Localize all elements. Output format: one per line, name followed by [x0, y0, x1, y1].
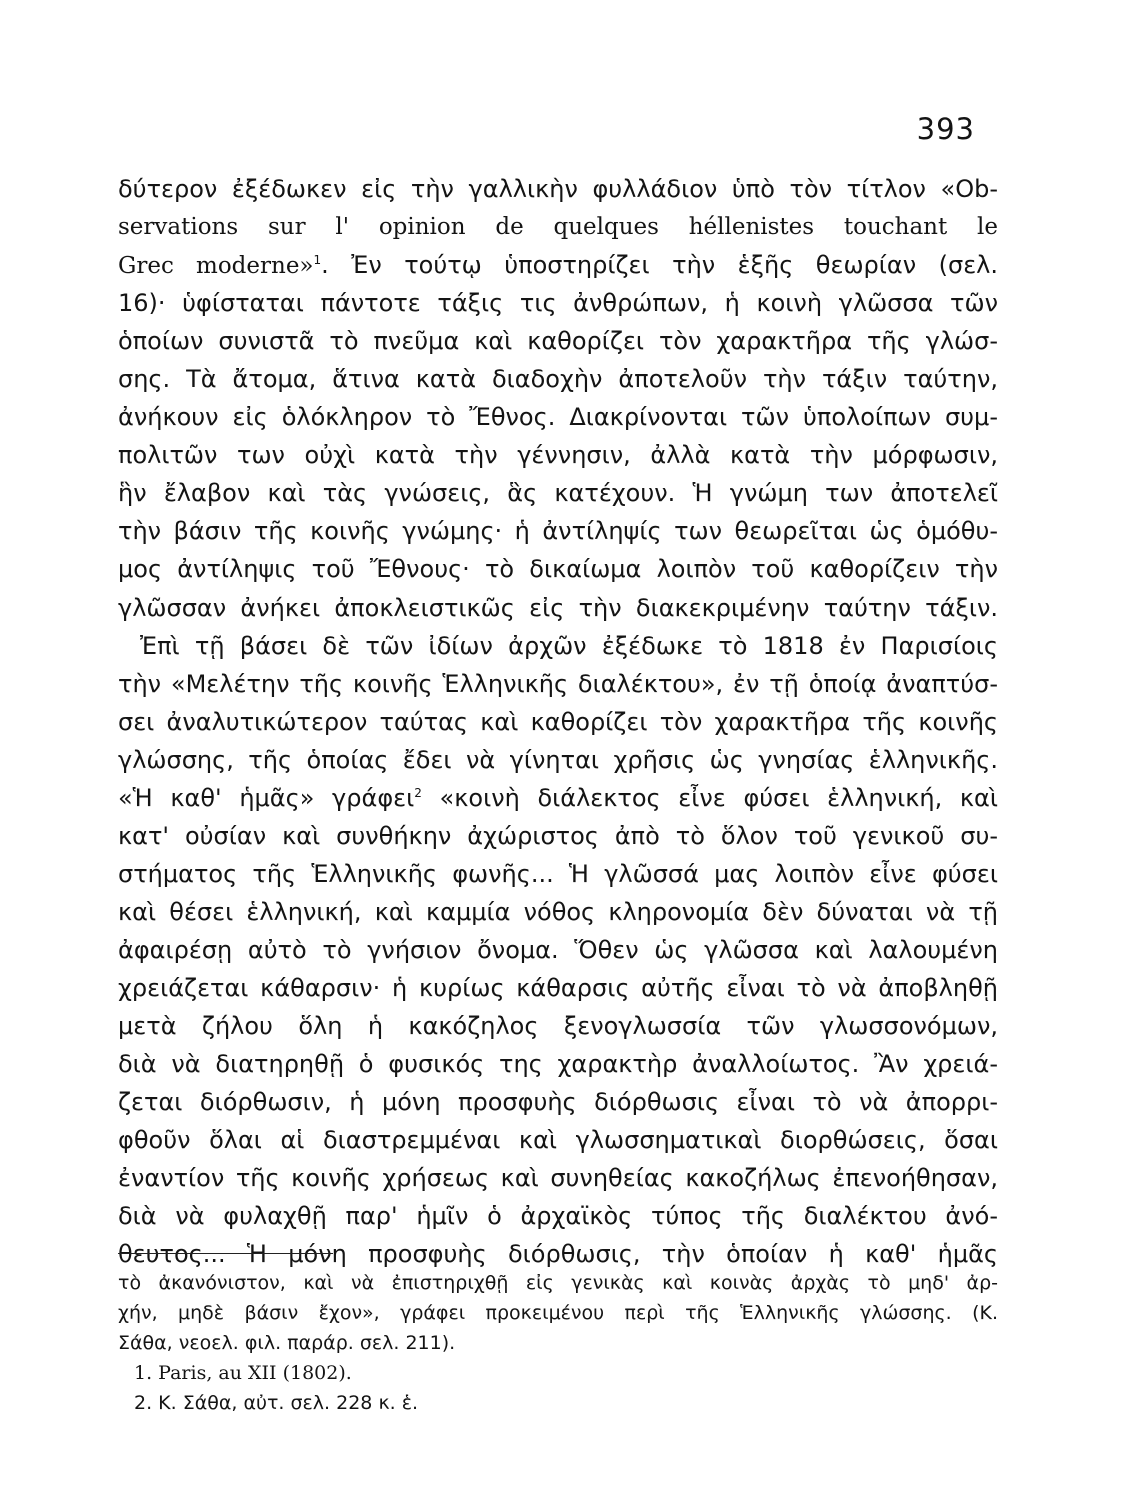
text-line [118, 1121, 998, 1159]
text-line-content: μετὰ ζήλου ὅλη ἡ κακόζηλος ξενογλωσσία τῶν γλωσσονόμων, [118, 1012, 998, 1041]
footnote-2 [118, 1388, 998, 1418]
text-fragment: . Ἐν τούτῳ ὑποστηρίζει τὴν ἑξῆς θεωρίαν (σελ. [321, 251, 998, 280]
text-line [118, 1045, 998, 1083]
text-line-content: ζεται διόρθωσιν, ἡ μόνη προσφυὴς διόρθωσις εἶναι τὸ νὰ ἀπορρι- [118, 1088, 998, 1117]
text-line [118, 398, 998, 436]
text-line-content [118, 251, 998, 279]
text-line [118, 1197, 998, 1235]
text-line-content: Ἐπὶ τῇ βάσει δὲ τῶν ἰδίων ἀρχῶν ἐξέδωκε τὸ 1818 ἐν Παρισίοις [140, 631, 998, 660]
text-line-content: καὶ θέσει ἑλληνική, καὶ καμμία νόθος κληρονομία δὲν δύναται νὰ τῇ [118, 897, 998, 926]
page-number: 393 [916, 112, 975, 146]
text-line-content: ἣν ἔλαβον καὶ τὰς γνώσεις, ἃς κατέχουν. Ἡ γνώμη των ἀποτελεῖ [118, 479, 998, 508]
text-line [118, 360, 998, 398]
text-line-content: τὴν «Μελέτην τῆς κοινῆς Ἑλληνικῆς διαλέκτου», ἐν τῇ ὁποίᾳ ἀναπτύσ- [118, 669, 998, 698]
text-line [118, 779, 998, 817]
text-line-content: στήματος τῆς Ἑλληνικῆς φωνῆς... Ἡ γλῶσσά μας λοιπὸν εἶνε φύσει [118, 859, 998, 888]
text-line-content: διὰ νὰ φυλαχθῇ παρ' ἡμῖν ὁ ἀρχαϊκὸς τύπος τῆς διαλέκτου ἀνό- [118, 1202, 998, 1231]
text-line [118, 627, 998, 665]
footnote-ref-2: 2 [414, 785, 422, 800]
main-text-block [118, 170, 998, 1273]
footnote-line [118, 1268, 998, 1298]
text-line-content [118, 784, 998, 812]
text-line-content: χρειάζεται κάθαρσιν· ἡ κυρίως κάθαρσις αὐτῆς εἶναι τὸ νὰ ἀποβληθῇ [118, 973, 998, 1002]
footnote-text: Σάθα, νεοελ. φιλ. παράρ. σελ. 211). [118, 1332, 456, 1354]
text-line-content: τὴν βάσιν τῆς κοινῆς γνώμης· ἡ ἀντίληψίς των θεωρεῖται ὡς ὁμόθυ- [118, 517, 998, 546]
text-line [118, 208, 998, 246]
text-line [118, 817, 998, 855]
text-line [118, 1159, 998, 1197]
text-line [118, 665, 998, 703]
text-line-content: κατ' οὐσίαν καὶ συνθήκην ἀχώριστος ἀπὸ τὸ ὅλον τοῦ γενικοῦ συ- [118, 821, 998, 850]
text-line-content: 16)· ὑφίσταται πάντοτε τάξις τις ἀνθρώπων, ἡ κοινὴ γλῶσσα τῶν [118, 289, 998, 318]
footnote-divider [118, 1253, 333, 1254]
text-line-content: μος ἀντίληψις τοῦ Ἔθνους· τὸ δικαίωμα λοιπὸν τοῦ καθορίζειν τὴν [118, 555, 998, 584]
french-title-end: Grec moderne» [118, 253, 314, 280]
text-line [118, 474, 998, 512]
text-line [118, 969, 998, 1007]
footnote-ref-1: 1 [313, 253, 322, 268]
text-line-content: γλώσσης, τῆς ὁποίας ἔδει νὰ γίνηται χρῆσις ὡς γνησίας ἑλληνικῆς. [118, 745, 998, 774]
text-line [118, 855, 998, 893]
text-fragment: «κοινὴ διάλεκτος εἶνε φύσει ἑλληνική, καὶ [421, 783, 998, 812]
text-line [118, 1083, 998, 1121]
footnote-line [118, 1298, 998, 1328]
footnote-text: τὸ ἀκανόνιστον, καὶ νὰ ἐπιστηριχθῇ εἰς γενικὰς καὶ κοινὰς ἀρχὰς τὸ μηδ' ἀρ- [118, 1272, 998, 1294]
footnotes-block [118, 1268, 998, 1418]
text-line [118, 931, 998, 969]
text-line-content: γλῶσσαν ἀνήκει ἀποκλειστικῶς εἰς τὴν διακεκριμένην ταύτην τάξιν. [118, 593, 998, 622]
text-line [118, 170, 998, 208]
text-fragment: «Ἡ καθ' ἡμᾶς» γράφει [118, 783, 415, 812]
text-line-content: ὁποίων συνιστᾶ τὸ πνεῦμα καὶ καθορίζει τὸν χαρακτῆρα τῆς γλώσ- [118, 327, 998, 356]
text-line-content: servations sur l' opinion de quelques héllenistes touchant le [118, 214, 998, 241]
text-line [118, 893, 998, 931]
text-line [118, 703, 998, 741]
text-line-content: πολιτῶν των οὐχὶ κατὰ τὴν γέννησιν, ἀλλὰ κατὰ τὴν μόρφωσιν, [118, 441, 998, 470]
text-line-content: σης. Τὰ ἄτομα, ἅτινα κατὰ διαδοχὴν ἀποτελοῦν τὴν τάξιν ταύτην, [118, 365, 998, 394]
text-line-content: ἀνήκουν εἰς ὁλόκληρον τὸ Ἔθνος. Διακρίνονται τῶν ὑπολοίπων συμ- [118, 403, 998, 432]
text-line-content: ἀφαιρέσῃ αὐτὸ τὸ γνήσιον ὄνομα. Ὅθεν ὡς γλῶσσα καὶ λαλουμένη [118, 935, 998, 964]
text-line-content: σει ἀναλυτικώτερον ταύτας καὶ καθορίζει τὸν χαρακτῆρα τῆς κοινῆς [118, 707, 998, 736]
text-line [118, 589, 998, 627]
text-line [118, 512, 998, 550]
text-line-content: φθοῦν ὅλαι αἱ διαστρεμμέναι καὶ γλωσσηματικαὶ διορθώσεις, ὅσαι [118, 1126, 998, 1155]
footnote-text: χήν, μηδὲ βάσιν ἔχον», γράφει προκειμένου περὶ τῆς Ἑλληνικῆς γλώσσης. (Κ. [118, 1302, 998, 1324]
text-line-content: θευτος... Ἡ μόνη προσφυὴς διόρθωσις, τὴν ὁποίαν ἡ καθ' ἡμᾶς [118, 1240, 998, 1269]
text-line [118, 741, 998, 779]
text-line [118, 550, 998, 588]
footnote-1 [118, 1358, 998, 1388]
footnote-line [118, 1328, 998, 1358]
footnote-text: 2. Κ. Σάθα, αὐτ. σελ. 228 κ. ἑ. [134, 1392, 419, 1414]
text-line-content: δύτερον ἐξέδωκεν εἰς τὴν γαλλικὴν φυλλάδιον ὑπὸ τὸν τίτλον «Ob- [118, 175, 998, 203]
text-line [118, 284, 998, 322]
text-line-content: ἐναντίον τῆς κοινῆς χρήσεως καὶ συνηθείας κακοζήλως ἐπενοήθησαν, [118, 1164, 998, 1193]
footnote-text: 1. Paris, au XII (1802). [134, 1362, 352, 1384]
text-line [118, 1007, 998, 1045]
text-line [118, 322, 998, 360]
text-line-content: διὰ νὰ διατηρηθῇ ὁ φυσικός της χαρακτὴρ ἀναλλοίωτος. Ἂν χρειά- [118, 1050, 998, 1079]
text-line [118, 436, 998, 474]
text-line [118, 246, 998, 284]
